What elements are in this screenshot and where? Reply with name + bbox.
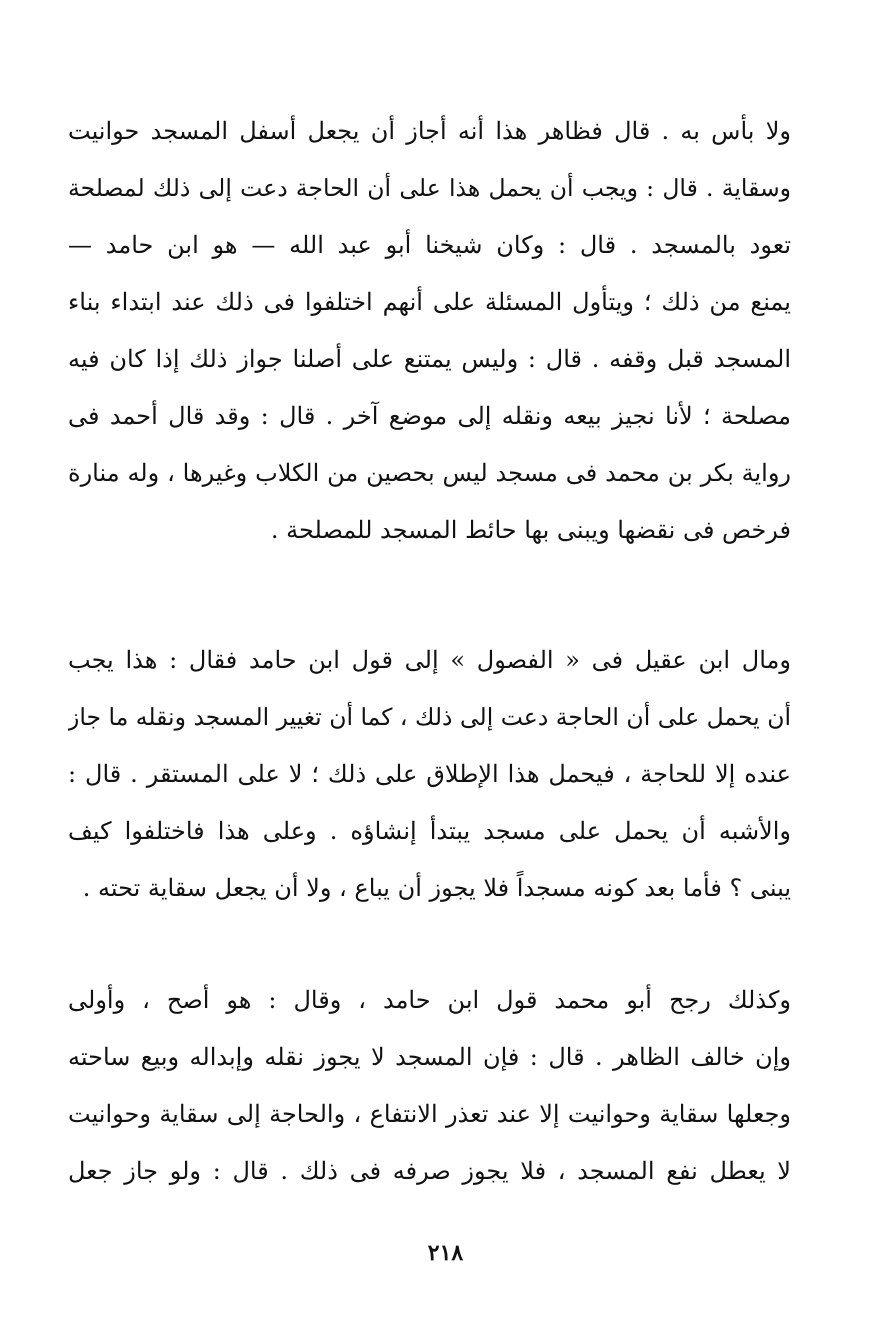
text-line: والأشبه أن يحمل على مسجد يبتدأ إنشاؤه . وعلى هذا فاختلفوا كيف	[68, 817, 791, 845]
paragraph-1	[68, 103, 791, 559]
text-line: وإن خالف الظاهر . قال : فإن المسجد لا يجوز نقله وإبداله وبيع ساحته	[68, 1043, 791, 1071]
text-line: تعود بالمسجد . قال : وكان شيخنا أبو عبد الله — هو ابن حامد —	[68, 231, 791, 259]
paragraph-2	[68, 632, 791, 917]
text-line: فرخص فى نقضها ويبنى بها حائط المسجد للمصلحة .	[270, 516, 791, 544]
text-line: ومال ابن عقيل فى « الفصول » إلى قول ابن حامد فقال : هذا يجب	[68, 646, 791, 674]
text-line: رواية بكر بن محمد فى مسجد ليس بحصين من الكلاب وغيرها ، وله منارة	[68, 459, 791, 487]
page-number: ٢١٨	[427, 1240, 464, 1266]
text-line: عنده إلا للحاجة ، فيحمل هذا الإطلاق على ذلك ؛ لا على المستقر . قال :	[68, 760, 791, 788]
text-line: أن يحمل على أن الحاجة دعت إلى ذلك ، كما أن تغيير المسجد ونقله ما جاز	[68, 703, 791, 731]
text-line: يبنى ؟ فأما بعد كونه مسجداً فلا يجوز أن يباع ، ولا أن يجعل سقاية تحته .	[82, 874, 791, 902]
text-line: وكذلك رجح أبو محمد قول ابن حامد ، وقال : هو أصح ، وأولى	[68, 986, 791, 1014]
text-line: وسقاية . قال : ويجب أن يحمل هذا على أن الحاجة دعت إلى ذلك لمصلحة	[68, 174, 791, 202]
text-line: يمنع من ذلك ؛ ويتأول المسئلة على أنهم اختلفوا فى ذلك عند ابتداء بناء	[68, 288, 791, 316]
text-line: وجعلها سقاية وحوانيت إلا عند تعذر الانتفاع ، والحاجة إلى سقاية وحوانيت	[68, 1100, 791, 1128]
paragraph-3	[68, 972, 791, 1200]
text-line: ولا بأس به . قال فظاهر هذا أنه أجاز أن يجعل أسفل المسجد حوانيت	[68, 117, 791, 145]
text-line: المسجد قبل وقفه . قال : وليس يمتنع على أصلنا جواز ذلك إذا كان فيه	[68, 345, 791, 373]
text-line: مصلحة ؛ لأنا نجيز بيعه ونقله إلى موضع آخر . قال : وقد قال أحمد فى	[68, 402, 791, 430]
text-line: لا يعطل نفع المسجد ، فلا يجوز صرفه فى ذلك . قال : ولو جاز جعل	[68, 1157, 791, 1185]
